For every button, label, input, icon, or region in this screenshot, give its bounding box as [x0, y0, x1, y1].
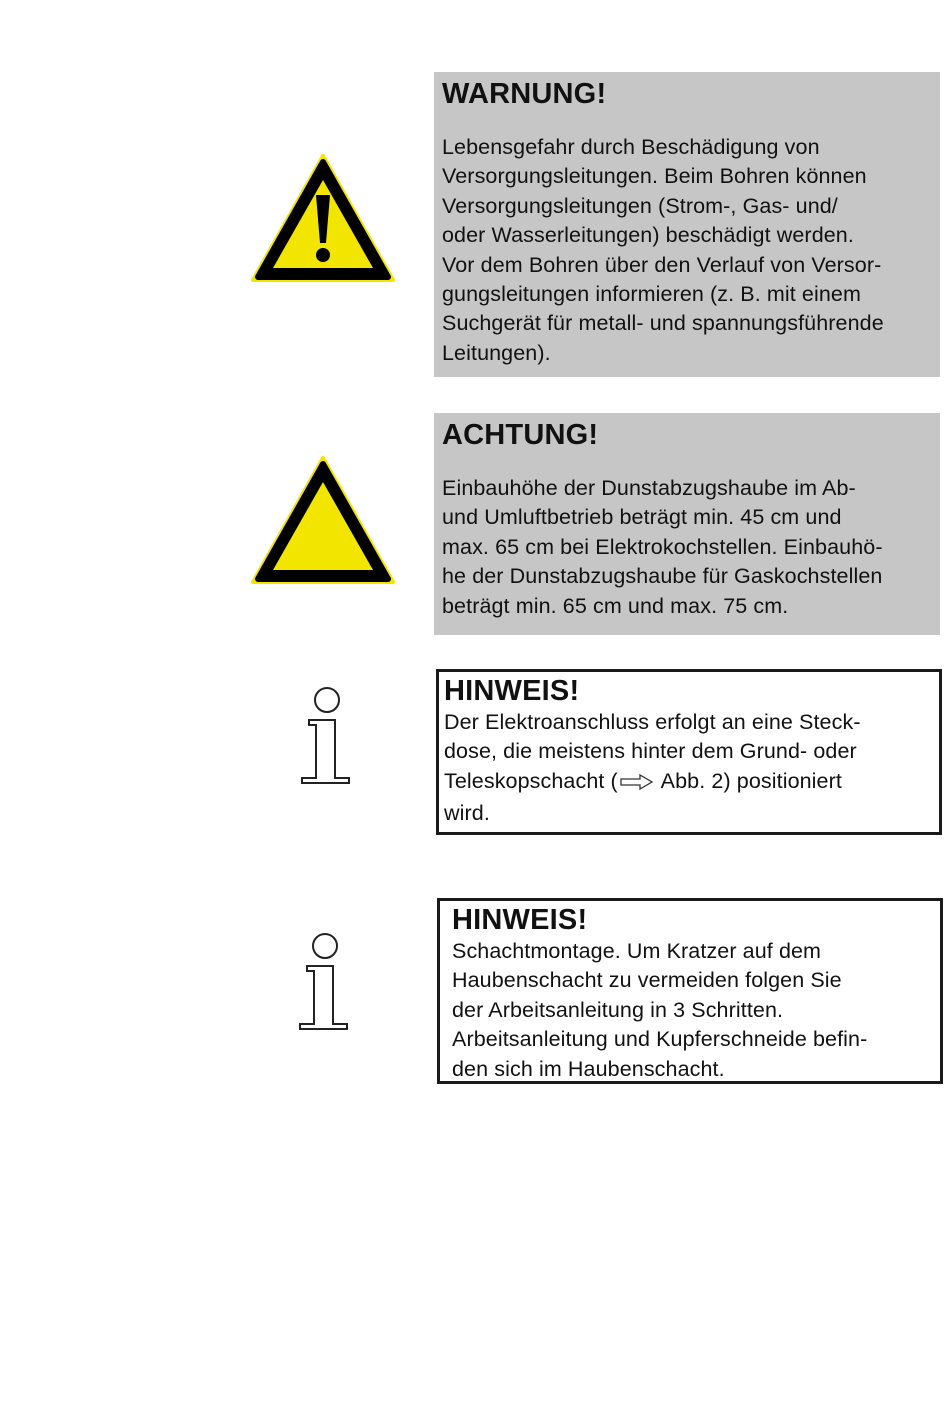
note-body: [444, 708, 935, 829]
note-line: den sich im Haubenschacht.: [452, 1056, 725, 1081]
warning-line: Vor dem Bohren über den Verlauf von Versor-: [442, 252, 882, 277]
caution-line: max. 65 cm bei Elektrokochstellen. Einbauhö-: [442, 534, 883, 559]
warning-exclamation-triangle-icon: [248, 150, 398, 286]
note-box: [437, 898, 943, 1084]
warning-title: WARNUNG!: [442, 78, 607, 110]
note-line: Haubenschacht zu vermeiden folgen Sie: [452, 968, 842, 993]
warning-box: [434, 72, 940, 377]
note-line: der Arbeitsanleitung in 3 Schritten.: [452, 997, 784, 1022]
caution-line: und Umluftbetrieb beträgt min. 45 cm und: [442, 505, 842, 530]
caution-line: he der Dunstabzugshaube für Gaskochstellen: [442, 564, 883, 589]
warning-line: gungsleitungen informieren (z. B. mit einem: [442, 282, 861, 307]
note-body: [452, 937, 936, 1084]
note-line: Schachtmontage. Um Kratzer auf dem: [452, 939, 822, 963]
info-icon: [296, 930, 354, 1032]
note-line: Arbeitsanleitung und Kupferschneide befin-: [452, 1027, 868, 1052]
note-line: Der Elektroanschluss erfolgt an eine Steck-: [444, 710, 861, 734]
note-line: wird.: [444, 801, 490, 826]
caution-title: ACHTUNG!: [442, 419, 599, 451]
note-line-start: Teleskopschacht (: [444, 768, 618, 793]
caution-box: [434, 413, 940, 635]
caution-body: [442, 474, 934, 621]
note-line-end: Abb. 2) positioniert: [655, 768, 842, 793]
caution-triangle-icon: [248, 452, 398, 588]
warning-line: Leitungen).: [442, 340, 551, 365]
note-line: [444, 767, 935, 799]
warning-line: Versorgungsleitungen (Strom-, Gas- und/: [442, 193, 838, 218]
warning-line: Lebensgefahr durch Beschädigung von: [442, 135, 820, 159]
note-title: HINWEIS!: [452, 904, 588, 936]
note-box: [436, 669, 942, 835]
warning-line: oder Wasserleitungen) beschädigt werden.: [442, 223, 854, 248]
warning-line: Suchgerät für metall- und spannungsführende: [442, 311, 884, 336]
note-title: HINWEIS!: [444, 675, 580, 707]
warning-body: [442, 133, 934, 368]
info-icon: [298, 684, 356, 786]
note-line: dose, die meistens hinter dem Grund- oder: [444, 739, 857, 764]
arrow-right-icon: [620, 770, 654, 799]
caution-line: Einbauhöhe der Dunstabzugshaube im Ab-: [442, 476, 856, 500]
warning-line: Versorgungsleitungen. Beim Bohren können: [442, 164, 867, 189]
caution-line: beträgt min. 65 cm und max. 75 cm.: [442, 593, 789, 618]
